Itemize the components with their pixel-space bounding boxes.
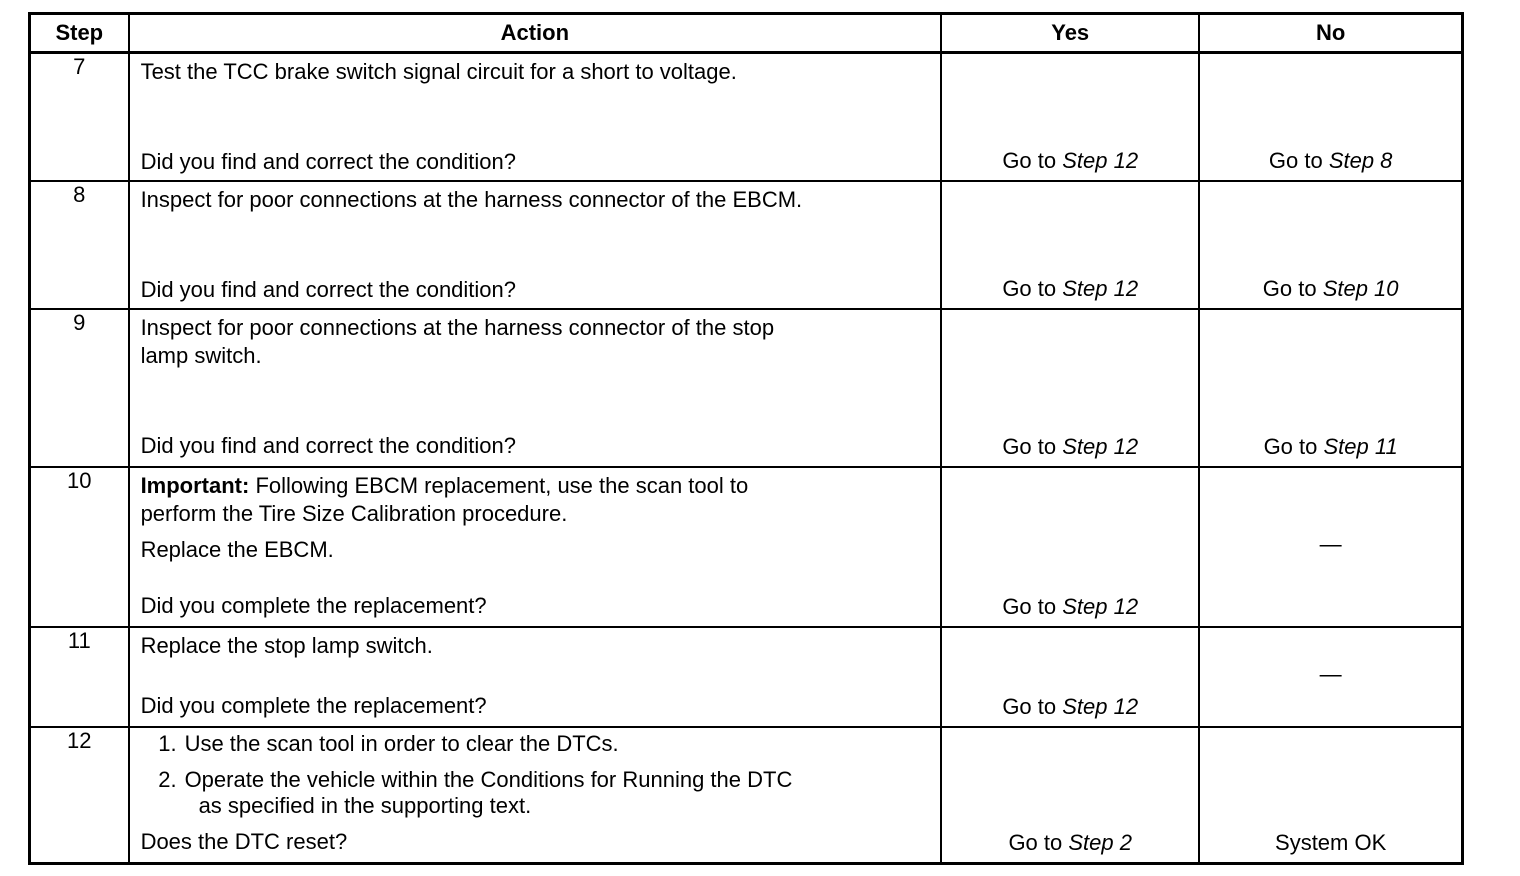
list-item-text: Use the scan tool in order to clear the DTCs.: [184, 731, 619, 756]
yes-prefix: Go to: [1008, 830, 1063, 855]
yes-step-link: Step 12: [1062, 594, 1139, 619]
yes-step-link: Step 12: [1062, 148, 1139, 173]
table-row: [30, 181, 1463, 309]
no-answer-dash: —: [1319, 531, 1342, 557]
action-question: Did you complete the replacement?: [140, 593, 487, 618]
yes-step-link: Step 12: [1062, 434, 1139, 459]
yes-step-link: Step 12: [1062, 276, 1139, 301]
list-item-number: 2.: [158, 767, 177, 792]
header-row: [30, 14, 1463, 53]
action-cell: [129, 309, 942, 467]
no-prefix: Go to: [1268, 148, 1323, 173]
action-text: Inspect for poor connections at the harness connector of the EBCM.: [140, 187, 803, 212]
no-answer-text: System OK: [1275, 830, 1387, 855]
table-row: [30, 727, 1463, 864]
header-step: Step: [30, 14, 129, 53]
no-cell: [1199, 467, 1462, 627]
yes-prefix: Go to: [1002, 694, 1057, 719]
header-action: Action: [129, 14, 942, 53]
yes-step-link: Step 12: [1062, 694, 1139, 719]
action-cell: [129, 727, 942, 864]
action-text: Inspect for poor connections at the harness connector of the stop: [140, 315, 775, 340]
table-row: [30, 309, 1463, 467]
action-text: Replace the stop lamp switch.: [140, 633, 433, 658]
action-text: Test the TCC brake switch signal circuit for a short to voltage.: [140, 59, 737, 84]
no-step-link: Step 10: [1322, 276, 1399, 301]
yes-cell: [941, 53, 1199, 182]
yes-cell: [941, 727, 1199, 864]
diagnostic-table: [28, 12, 1464, 865]
step-number: 11: [30, 627, 129, 727]
yes-step-link: Step 2: [1068, 830, 1132, 855]
important-text: Following EBCM replacement, use the scan tool to: [249, 473, 749, 498]
step-number: 8: [30, 181, 129, 309]
action-question: Did you complete the replacement?: [140, 693, 487, 718]
action-cell: [129, 181, 942, 309]
header-yes: Yes: [941, 14, 1199, 53]
list-item: [141, 730, 931, 758]
action-text-continued: lamp switch.: [140, 343, 262, 368]
header-no: No: [1199, 14, 1462, 53]
yes-cell: [941, 181, 1199, 309]
list-item: [141, 766, 931, 794]
step-number: 7: [30, 53, 129, 182]
action-text: Replace the EBCM.: [140, 537, 334, 562]
yes-prefix: Go to: [1002, 148, 1057, 173]
table-row: [30, 53, 1463, 182]
no-prefix: Go to: [1262, 276, 1317, 301]
important-label: Important:: [140, 473, 250, 498]
action-cell: [129, 627, 942, 727]
action-question: Did you find and correct the condition?: [140, 149, 517, 174]
step-number: 9: [30, 309, 129, 467]
table-row: [30, 627, 1463, 727]
yes-cell: [941, 309, 1199, 467]
yes-cell: [941, 467, 1199, 627]
no-step-link: Step 8: [1328, 148, 1393, 173]
no-cell: [1199, 53, 1462, 182]
no-cell: [1199, 627, 1462, 727]
yes-cell: [941, 627, 1199, 727]
list-item-number: 1.: [158, 731, 177, 756]
table-row: [30, 467, 1463, 627]
no-answer-dash: —: [1319, 661, 1342, 687]
yes-prefix: Go to: [1002, 276, 1057, 301]
no-cell: [1199, 727, 1462, 864]
list-item-text: Operate the vehicle within the Conditions for Running the DTC: [184, 767, 793, 792]
no-prefix: Go to: [1263, 434, 1318, 459]
action-question: Does the DTC reset?: [140, 829, 348, 854]
action-question: Did you find and correct the condition?: [140, 277, 517, 302]
no-step-link: Step 11: [1323, 434, 1398, 459]
yes-prefix: Go to: [1002, 434, 1057, 459]
action-cell: [129, 53, 942, 182]
step-number: 12: [30, 727, 129, 864]
step-number: 10: [30, 467, 129, 627]
no-cell: [1199, 181, 1462, 309]
action-cell: [129, 467, 942, 627]
action-question: Did you find and correct the condition?: [140, 433, 517, 458]
yes-prefix: Go to: [1002, 594, 1057, 619]
important-note: [141, 472, 931, 500]
list-item-text-continued: as specified in the supporting text.: [198, 793, 532, 818]
important-text-continued: perform the Tire Size Calibration procedure.: [140, 501, 568, 526]
no-cell: [1199, 309, 1462, 467]
